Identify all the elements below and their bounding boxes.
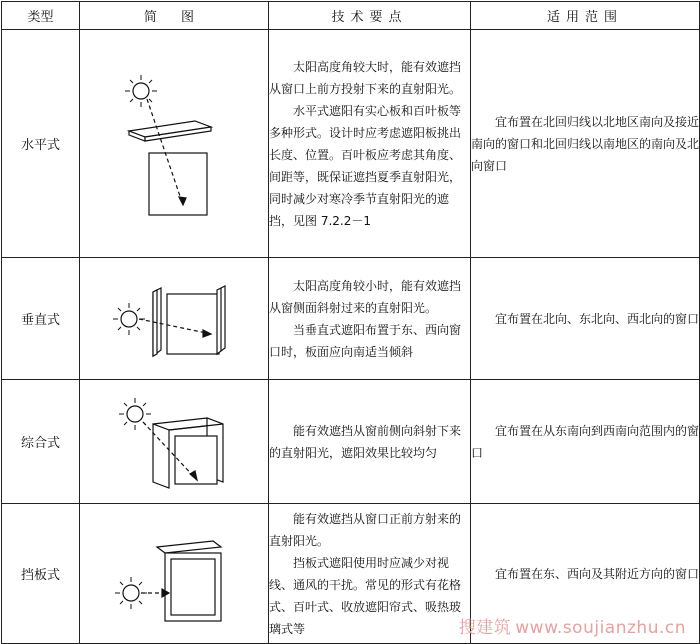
watermark-url: www.soujianzhu.cn <box>515 618 686 638</box>
points-paragraph: 当垂直式遮阳布置于东、西向窗口时，板面应向南适当倾斜 <box>269 322 462 359</box>
row-type: 综合式 <box>2 380 80 504</box>
vertical-shading-diagram-icon <box>80 258 269 380</box>
row-scope <box>471 258 700 380</box>
shading-types-table <box>1 1 700 644</box>
points-paragraph: 太阳高度角较大时，能有效遮挡从窗口上前方投射下来的直射阳光。 <box>269 59 462 96</box>
table-row <box>2 30 700 258</box>
table-row <box>2 380 700 504</box>
scope-text: 宜布置在北向、东北向、西北向的窗口 <box>495 311 700 326</box>
header-points: 技术要点 <box>269 2 471 30</box>
scope-text: 宜布置在北回归线以北地区南向及接近南向的窗口和北回归线以南地区的南向及北向窗口 <box>471 114 700 173</box>
watermark <box>455 613 686 638</box>
scope-text: 宜布置在东、西向及其附近方向的窗口 <box>495 566 700 581</box>
points-paragraph: 挡板式遮阳使用时应减少对视线、通风的干扰。常见的形式有花格式、百叶式、收放遮阳帘式、吸热玻璃式等 <box>269 555 462 636</box>
baffle-shading-diagram-icon <box>80 504 269 644</box>
row-type: 垂直式 <box>2 258 80 380</box>
points-paragraph: 能有效遮挡从窗前侧向斜射下来的直射阳光，遮阳效果比较均匀 <box>269 423 462 460</box>
header-type: 类型 <box>2 2 80 30</box>
header-scope: 适用范围 <box>471 2 700 30</box>
row-points <box>269 504 471 644</box>
header-row <box>2 2 700 30</box>
points-paragraph: 太阳高度角较小时，能有效遮挡从窗侧面斜射过来的直射阳光。 <box>269 278 462 315</box>
row-points <box>269 30 471 258</box>
row-type: 挡板式 <box>2 504 80 644</box>
row-type: 水平式 <box>2 30 80 258</box>
combined-shading-diagram-icon <box>80 380 269 504</box>
scope-text: 宜布置在从东南向到西南向范围内的窗口 <box>471 423 700 460</box>
header-figure: 简 图 <box>80 2 269 30</box>
row-points <box>269 380 471 504</box>
watermark-cn: 搜建筑 <box>458 618 512 638</box>
row-points <box>269 258 471 380</box>
points-paragraph: 能有效遮挡从窗口正前方射来的直射阳光。 <box>269 511 462 548</box>
points-paragraph: 水平式遮阳有实心板和百叶板等多种形式。设计时应考虑遮阳板挑出长度、位置。百叶板应考虑其角度、间距等，既保证遮挡夏季直射阳光，同时减少对寒冷季节直射阳光的遮挡，见图 7.2.2－1 <box>269 103 462 228</box>
table-row <box>2 258 700 380</box>
horizontal-shading-diagram-icon <box>80 30 269 258</box>
row-scope <box>471 30 700 258</box>
row-scope <box>471 380 700 504</box>
